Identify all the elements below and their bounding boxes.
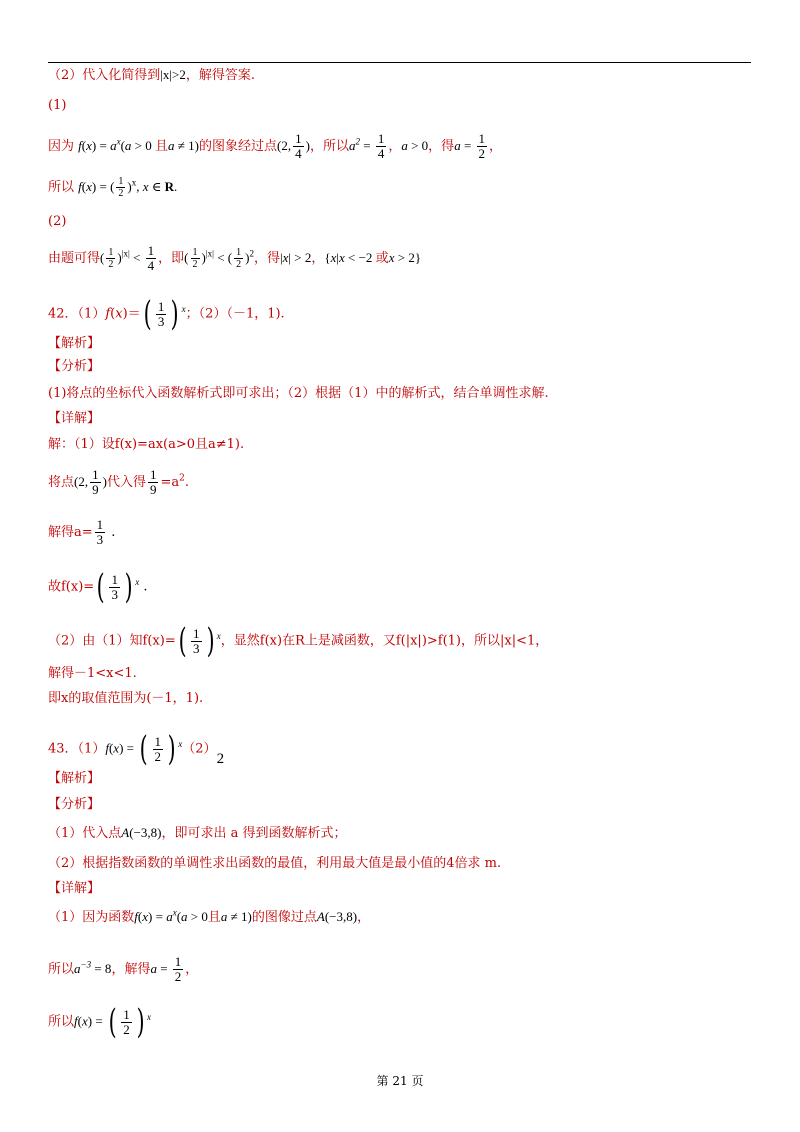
paren-right: ) xyxy=(171,294,180,334)
fraction: $\frac{1}{9}$ xyxy=(92,467,99,497)
q42-xiangjie: 【详解】 xyxy=(48,411,101,426)
q42-step3: 解得a= $\frac{1}{3}$ . xyxy=(48,517,116,547)
math: (−3,8) xyxy=(324,909,358,924)
paren-left: ( xyxy=(139,729,148,769)
text: ，所以 xyxy=(309,139,349,154)
math: $a^{-3}$ xyxy=(74,959,92,976)
paren-right: ) xyxy=(206,621,215,661)
fraction: $\frac{1}{4}$ xyxy=(377,131,385,161)
text: ，解得 xyxy=(111,962,151,977)
fraction: $\frac{1}{4}$ xyxy=(147,243,155,273)
paren-right: ) xyxy=(136,1002,145,1042)
math: )$^2$ xyxy=(245,248,254,265)
math: x xyxy=(115,306,123,322)
text: ， xyxy=(185,962,199,977)
math: ) = ( xyxy=(91,179,115,194)
text: ，即 xyxy=(158,251,185,266)
fraction: $\frac{1}{2}$ xyxy=(192,247,198,270)
math: )$^x$, xyxy=(127,177,143,194)
math: > 0 xyxy=(407,138,429,153)
math: $a^2$ xyxy=(348,136,360,153)
math: a xyxy=(124,138,132,153)
paren-left: ( xyxy=(96,567,105,607)
math: ) xyxy=(102,474,107,489)
question-number: 42．（1） xyxy=(48,306,106,322)
math: > 0 xyxy=(187,909,208,924)
text: 由题可得 xyxy=(48,251,101,266)
q43-jiexi: 【解析】 xyxy=(48,771,101,786)
q42-step7: 即x的取值范围为(－1，1). xyxy=(48,691,204,706)
math: f xyxy=(134,909,138,924)
math-fx: f xyxy=(78,138,82,153)
math: $a^x$ xyxy=(110,136,121,153)
math: ≠ 1) xyxy=(174,138,199,153)
math: ( xyxy=(81,179,87,194)
math: x xyxy=(330,250,337,265)
q42-step5: （2）由（1）知f(x)=( $\frac{1}{3}$ ) $^x$，显然f(x)在R上是减函数，又f(|x|)>f(1)，所以|x|<1， xyxy=(48,621,549,661)
fraction: $\frac{1}{2}$ xyxy=(174,954,182,984)
text: 的图象经过点 xyxy=(199,139,278,154)
math: x xyxy=(282,250,289,265)
math-R: R xyxy=(164,179,175,194)
math-abs-x: |x|>2 xyxy=(160,67,186,82)
math: ( xyxy=(176,909,182,924)
math: > 0 xyxy=(131,138,156,153)
fraction: $\frac{1}{4}$ xyxy=(295,131,302,161)
q43-xiangjie: 【详解】 xyxy=(48,881,101,896)
q43-analysis1 xyxy=(48,824,347,843)
text: ，得 xyxy=(253,251,280,266)
math: ) = xyxy=(119,740,138,756)
math: a xyxy=(220,909,228,924)
text: 所以 xyxy=(48,962,75,977)
math: A xyxy=(316,909,325,924)
math: ) = xyxy=(87,1013,106,1029)
math: ≠ 1) xyxy=(227,909,252,924)
math: a xyxy=(150,961,157,976)
fraction: $\frac{1}{2}$ xyxy=(478,131,486,161)
math: { xyxy=(324,250,331,265)
math: x xyxy=(113,740,120,756)
text: ， xyxy=(357,910,371,925)
answer-2: 2 xyxy=(216,750,225,767)
text: 所以 xyxy=(48,180,75,195)
text: 故f(x)= xyxy=(48,579,95,595)
fraction: $\frac{1}{3}$ xyxy=(157,298,165,329)
math: x xyxy=(86,138,92,153)
math: a xyxy=(181,909,188,924)
math: ) xyxy=(305,138,310,153)
text: （2）代入化简得到 xyxy=(48,68,161,83)
text: （2） xyxy=(182,741,217,757)
math: . xyxy=(174,179,178,194)
text: （1）代入点 xyxy=(48,826,122,841)
math: x xyxy=(81,1013,88,1029)
math: x xyxy=(142,909,149,924)
q42-answer: 42．（1）f(x)＝( $\frac{1}{3}$ ) $^x$；（2）（－1，1). xyxy=(48,294,285,334)
math: x xyxy=(388,250,395,265)
marker-1: (1) xyxy=(48,98,67,113)
p1-line2 xyxy=(48,176,177,199)
text-huo: 或 xyxy=(375,251,389,266)
math: ( xyxy=(81,138,87,153)
text: 代入得 xyxy=(106,475,146,490)
math: ∈ xyxy=(148,179,165,194)
text: 的图像过点 xyxy=(251,910,317,925)
math: | xyxy=(280,250,283,265)
fraction: $\frac{1}{3}$ xyxy=(96,517,104,547)
text: ， xyxy=(489,139,503,154)
text: ，即可求出 a 得到函数解析式； xyxy=(161,826,347,841)
q42-step1: 解：（1）设f(x)=ax(a>0且a≠1). xyxy=(48,437,245,452)
q43-analysis2: （2）根据指数函数的单调性求出函数的最值，利用最大值是最小值的4倍求 m. xyxy=(48,856,502,871)
math: ( xyxy=(100,250,105,265)
step-line xyxy=(48,66,255,85)
fraction: $\frac{1}{2}$ xyxy=(123,1006,130,1037)
question-number: 43．（1） xyxy=(48,741,106,757)
math: ) = xyxy=(148,909,167,924)
math: = xyxy=(460,138,475,153)
math: | xyxy=(336,250,339,265)
fraction: $\frac{1}{2}$ xyxy=(154,733,162,764)
text-qie: 且 xyxy=(155,139,169,154)
text: ，得 xyxy=(428,139,455,154)
paren-right: ) xyxy=(167,729,176,769)
q42-analysis: (1)将点的坐标代入函数解析式即可求出；（2）根据（1）中的解析式，结合单调性求解. xyxy=(48,386,549,401)
math: x xyxy=(86,179,92,194)
math: f xyxy=(74,1013,78,1029)
text: 且 xyxy=(207,910,221,925)
math: = xyxy=(359,138,374,153)
math: ( xyxy=(137,909,143,924)
p1-line1 xyxy=(48,132,502,161)
math: = xyxy=(156,961,171,976)
math: (−3,8) xyxy=(129,825,162,840)
text: ， xyxy=(311,251,325,266)
text: =a xyxy=(160,475,180,490)
math: a xyxy=(401,138,408,153)
fraction: $\frac{1}{2}$ xyxy=(118,176,124,199)
fraction: $\frac{1}{9}$ xyxy=(149,467,157,497)
p2-line1 xyxy=(48,244,421,273)
math: ( xyxy=(120,138,125,153)
math: > 2} xyxy=(394,250,422,265)
math: (2, xyxy=(277,138,292,153)
fraction: $\frac{1}{2}$ xyxy=(108,247,114,270)
q42-step4: 故f(x)=( $\frac{1}{3}$ ) $^x$ . xyxy=(48,567,148,607)
paren-left: ( xyxy=(108,1002,117,1042)
text: 因为 xyxy=(48,139,75,154)
text: ，显然f(x)在R上是减函数，又f(|x|)>f(1)，所以|x|<1， xyxy=(220,633,549,649)
math: x xyxy=(142,179,149,194)
paren-left: ( xyxy=(178,621,187,661)
text: 解得a= xyxy=(48,525,93,540)
math: ( xyxy=(108,740,114,756)
text: （2）由（1）知f(x)= xyxy=(48,633,176,649)
math: < −2 xyxy=(344,250,376,265)
text: ；（2）（－1，1). xyxy=(185,306,285,322)
text: ， xyxy=(388,139,402,154)
fraction: $\frac{1}{2}$ xyxy=(236,247,242,270)
q42-step2: 将点(2, $\frac{1}{9}$ )代入得 $\frac{1}{9}$ $=a^2$. xyxy=(48,467,189,497)
math: ( xyxy=(184,250,189,265)
math: $a^x$ xyxy=(166,907,177,924)
fraction: $\frac{1}{3}$ xyxy=(193,625,200,656)
q43-step2 xyxy=(48,955,198,984)
q43-step3: 所以f(x) = ( $\frac{1}{2}$ ) $^x$ xyxy=(48,1002,151,1042)
math: f xyxy=(105,740,109,756)
header-rule xyxy=(48,62,751,63)
math: ( xyxy=(77,1013,82,1029)
q42-jiexi: 【解析】 xyxy=(48,336,101,351)
math: | > 2 xyxy=(288,250,312,265)
q42-step6: 解得－1<x<1. xyxy=(48,666,137,681)
q43-step1 xyxy=(48,908,370,927)
math: a xyxy=(454,138,461,153)
text: ，解得答案. xyxy=(185,68,255,83)
paren-left: ( xyxy=(143,294,152,334)
math: x xyxy=(338,250,345,265)
math: = 8 xyxy=(91,961,112,976)
q43-fenxi: 【分析】 xyxy=(48,797,101,812)
math: )$^{|x|}$ < ( xyxy=(201,248,233,265)
math: f xyxy=(78,179,82,194)
math: )$^{|x|}$ < xyxy=(117,248,144,265)
math: A xyxy=(121,825,130,840)
text: 将点 xyxy=(48,475,75,490)
fraction: $\frac{1}{3}$ xyxy=(111,571,118,602)
text: （1）因为函数 xyxy=(48,910,135,925)
page-number: 第 21 页 xyxy=(376,1074,424,1088)
math: a xyxy=(168,138,175,153)
marker-2: (2) xyxy=(48,214,67,229)
q43-answer: 43．（1）f(x) = ( $\frac{1}{2}$ ) $^x$（2）2 xyxy=(48,729,225,769)
q42-fenxi: 【分析】 xyxy=(48,359,101,374)
paren-right: ) xyxy=(124,567,133,607)
math: ) = xyxy=(91,138,111,153)
math: f xyxy=(105,306,111,322)
math: (2, xyxy=(74,474,89,489)
text: 所以 xyxy=(48,1014,75,1030)
